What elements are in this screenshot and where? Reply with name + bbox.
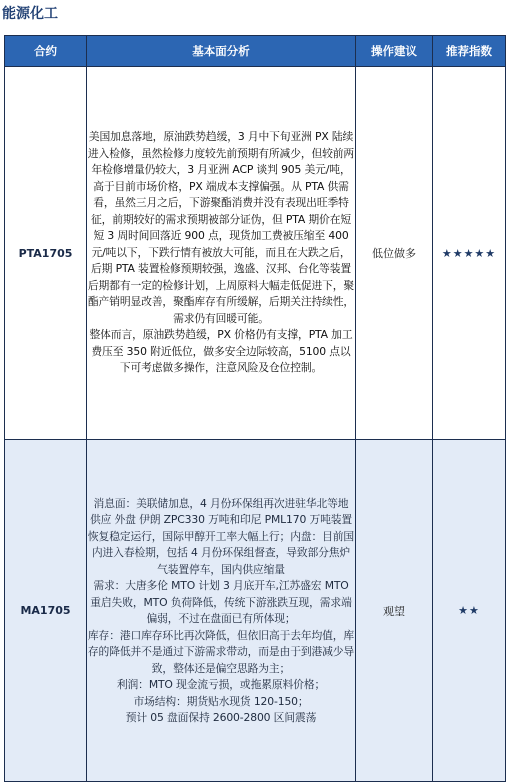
analysis-paragraph: 预计 05 盘面保持 2600-2800 区间震荡	[125, 711, 317, 724]
rating-stars: ★★★★★	[433, 67, 506, 440]
table-row	[5, 440, 506, 782]
header-contract: 合约	[5, 36, 87, 67]
advice-cell: 观望	[356, 440, 433, 782]
analysis-cell	[87, 67, 356, 440]
analysis-paragraph: 供应 外盘 伊朗 ZPC330 万吨和印尼 PML170 万吨装置恢复稳定运行，国际甲醇开工率大幅上行；内盘：目前国内进入春检期，包括 4 月份环保组督查，导致部分焦炉气装置停车，国内供应缩量	[87, 513, 355, 576]
strategy-table	[4, 35, 506, 782]
analysis-cell	[87, 440, 356, 782]
header-rating: 推荐指数	[433, 36, 506, 67]
table-row	[5, 67, 506, 440]
analysis-paragraph: 市场结构：期货贴水现货 120-150；	[133, 694, 309, 708]
rating-stars: ★★	[433, 440, 506, 782]
advice-cell: 低位做多	[356, 67, 433, 440]
contract-cell: MA1705	[5, 440, 87, 782]
section-title: 能源化工	[2, 6, 58, 22]
analysis-paragraph: 需求：大唐多伦 MTO 计划 3 月底开车,江苏盛宏 MTO 重启失败，MTO 负荷降低，传统下游涨跌互现，需求端偏弱，不过在盘面已有所体现；	[90, 579, 352, 625]
analysis-paragraph: 利润：MTO 现金流亏损，或拖累原料价格；	[116, 678, 326, 691]
table-header-row	[5, 36, 506, 67]
contract-cell: PTA1705	[5, 67, 87, 440]
analysis-paragraph: 消息面：美联储加息，4 月份环保组再次进驻华北等地	[93, 496, 349, 510]
analysis-paragraph: 整体而言，原油跌势趋缓，PX 价格仍有支撑，PTA 加工费压至 350 附近低位，做多安全边际较高，5100 点以下可考虑做多操作，注意风险及仓位控制。	[89, 328, 353, 375]
header-advice: 操作建议	[356, 36, 433, 67]
analysis-paragraph: 美国加息落地，原油跌势趋缓，3 月中下旬亚洲 PX 陆续进入检修，虽然检修力度较先前预期有所减少，但较前两年检修增量仍较大，3 月亚洲 ACP 谈判 905 美元/吨，高于目前市场价格，PX 端成本支撑偏强。从 PTA 供需看，虽然三月之后，下游聚酯消费并没有表现出旺季特征，前期较好的需求预期被部分证伪，但 PTA 期价在短短 3 周时间回落近 900 点，现货加工费被压缩至 400 元/吨以下，下跌行情有被放大可能，而且在大跌之后，后期 PTA 装置检修预期较强，逸盛、汉邦、台化等装置后期都有一定的检修计划，上周原料大幅走低促进下，聚酯产销明显改善，聚酯库存有所缓解，后期关注持续性，需求仍有回暖可能。	[87, 130, 355, 325]
analysis-paragraph: 库存：港口库存环比再次降低，但依旧高于去年均值，库存的降低并不是通过下游需求带动，而是由于到港减少导致，整体还是偏空思路为主；	[87, 628, 355, 675]
header-analysis: 基本面分析	[87, 36, 356, 67]
